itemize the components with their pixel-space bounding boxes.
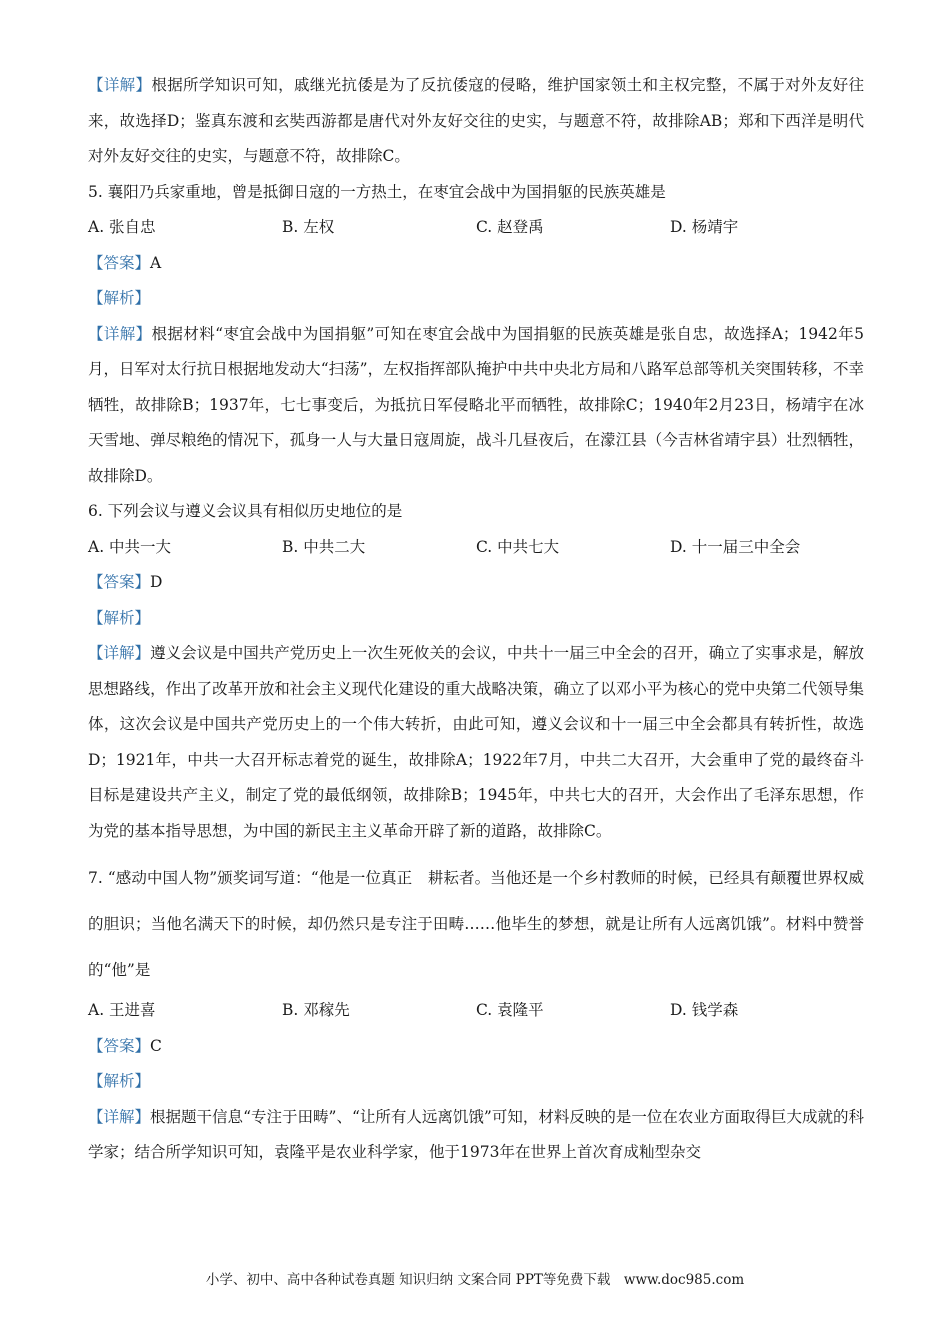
q5-detail-text: 根据材料“枣宜会战中为国捐躯”可知在枣宜会战中为国捐躯的民族英雄是张自忠，故选择A；1942年5月，日军对太行抗日根据地发动大“扫荡”，左权指挥部队掩护中共中央北方局和八路军总部等机关突围转移，不幸牺牲，故排除B；1937年，七七事变后，为抵抗日军侵略北平而牺牲，故排除C；1940年2月23日，杨靖宇在冰天雪地、弹尽粮绝的情况下，孤身一人与大量日寇周旋，战斗几昼夜后，在濛江县（今吉林省靖宇县）壮烈牺牲，故排除D。 (88, 324, 864, 485)
q5-detail (88, 317, 864, 495)
q7-options (88, 993, 864, 1029)
q6-question: 6. 下列会议与遵义会议具有相似历史地位的是 (88, 502, 403, 520)
analysis-tag: 【解析】 (88, 1072, 151, 1090)
q7-option-a: A. 王进喜 (88, 1001, 156, 1019)
q7-question: 7. “感动中国人物”颁奖词写道：“他是一位真正 耕耘者。当他还是一个乡村教师的时候，已经具有颠覆世界权威的胆识；当他名满天下的时候，却仍然只是专注于田畴……他毕生的梦想，就是让所有人远离饥饿”。材料中赞誉的“他”是 (88, 869, 864, 979)
q5-option-a: A. 张自忠 (88, 218, 156, 236)
q6-option-b: B. 中共二大 (282, 537, 366, 556)
page-footer: 小学、初中、高中各种试卷真题 知识归纳 文案合同 PPT等免费下载 www.doc985.com (205, 1272, 745, 1288)
q6-option-c: C. 中共七大 (476, 537, 560, 556)
q5-options (88, 210, 864, 246)
answer-tag: 【答案】 (88, 573, 151, 591)
q6-option-d: D. 十一届三中全会 (670, 537, 801, 556)
q5-option-d: D. 杨靖宇 (670, 218, 739, 236)
q7-detail (88, 1100, 864, 1171)
q6-answer (88, 565, 864, 601)
q5-answer (88, 246, 864, 282)
q7-option-c: C. 袁隆平 (476, 1001, 544, 1019)
q5-option-c: C. 赵登禹 (476, 218, 544, 236)
q6-detail (88, 636, 864, 849)
detail-tag: 【详解】 (88, 324, 152, 343)
q6-options (88, 530, 864, 566)
q5-answer-value: A (150, 253, 162, 272)
q5-question: 5. 襄阳乃兵家重地，曾是抵御日寇的一方热土，在枣宜会战中为国捐躯的民族英雄是 (88, 182, 666, 201)
q6-answer-value: D (150, 573, 163, 591)
q7-answer (88, 1029, 864, 1065)
q6-detail-text: 遵义会议是中国共产党历史上一次生死攸关的会议，中共十一届三中全会的召开，确立了实事求是，解放思想路线，作出了改革开放和社会主义现代化建设的重大战略决策，确立了以邓小平为核心的党中央第二代领导集体，这次会议是中国共产党历史上的一个伟大转折，由此可知，遵义会议和十一届三中全会都具有转折性，故选D；1921年，中共一大召开标志着党的诞生，故排除A；1922年7月，中共二大召开，大会重申了党的最终奋斗目标是建设共产主义，制定了党的最低纲领，故排除B；1945年，中共七大的召开，大会作出了毛泽东思想，作为党的基本指导思想，为中国的新民主主义革命开辟了新的道路，故排除C。 (88, 644, 864, 840)
q7-option-b: B. 邓稼先 (282, 1001, 350, 1019)
prev-detail-paragraph (88, 68, 864, 175)
q5-option-b: B. 左权 (282, 218, 335, 236)
prev-detail-text: 根据所学知识可知，戚继光抗倭是为了反抗倭寇的侵略，维护国家领土和主权完整，不属于对外友好往来，故选择D；鉴真东渡和玄奘西游都是唐代对外友好交往的史实，与题意不符，故排除AB；郑和下西洋是明代对外友好交往的史实，与题意不符，故排除C。 (88, 76, 864, 165)
analysis-tag: 【解析】 (88, 289, 151, 307)
analysis-tag: 【解析】 (88, 608, 151, 627)
detail-tag: 【详解】 (88, 1107, 151, 1126)
q5-analysis (88, 281, 864, 317)
detail-tag: 【详解】 (88, 76, 152, 94)
answer-tag: 【答案】 (88, 1036, 151, 1055)
q7-analysis (88, 1064, 864, 1100)
q7-answer-value: C (150, 1036, 162, 1055)
q6-option-a: A. 中共一大 (88, 537, 172, 556)
document-page (88, 68, 864, 1171)
detail-tag: 【详解】 (88, 644, 151, 662)
q6-analysis (88, 601, 864, 637)
answer-tag: 【答案】 (88, 253, 151, 272)
q7-option-d: D. 钱学森 (670, 1001, 739, 1019)
q7-detail-text: 根据题干信息“专注于田畴”、“让所有人远离饥饿”可知，材料反映的是一位在农业方面取得巨大成就的科学家；结合所学知识可知，袁隆平是农业科学家，他于1973年在世界上首次育成籼型杂交 (88, 1107, 864, 1161)
